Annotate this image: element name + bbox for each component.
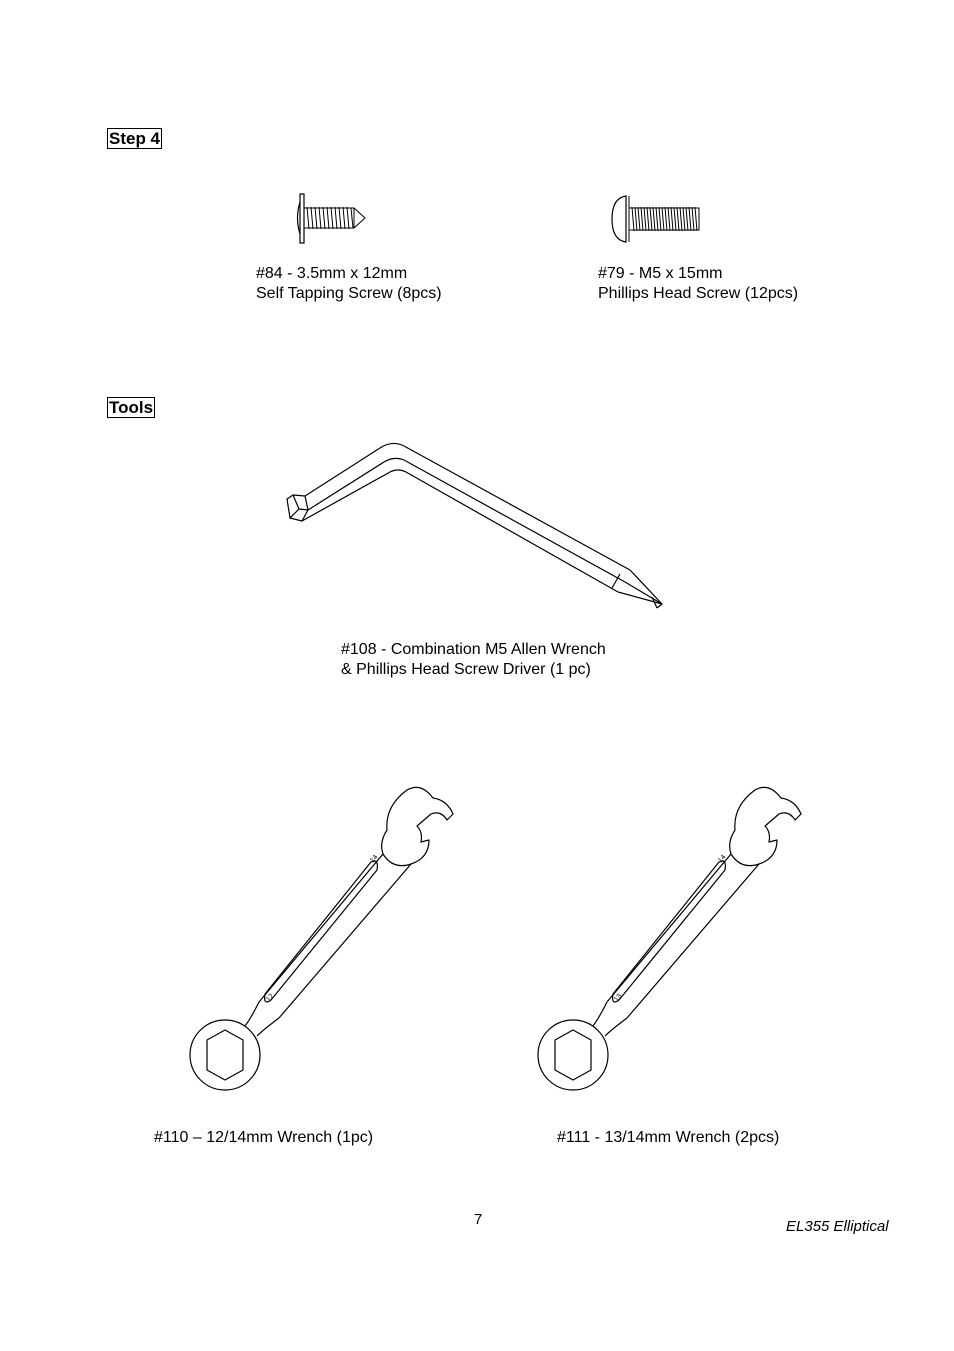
- wrench-110-open-size: 14: [369, 853, 380, 865]
- wrench-111-ring-size: 13: [613, 992, 624, 1004]
- screw-79-desc: Phillips Head Screw (12pcs): [598, 285, 799, 302]
- model-name: EL355 Elliptical: [786, 1218, 889, 1235]
- screw-79-spec: #79 - M5 x 15mm: [598, 265, 723, 282]
- wrench-111-open-size: 14: [717, 853, 728, 865]
- screw-84-desc: Self Tapping Screw (8pcs): [256, 285, 442, 302]
- allen-wrench-title: #108 - Combination M5 Allen Wrench: [341, 641, 606, 658]
- wrench-111-icon: [533, 770, 813, 1100]
- wrench-110-caption: #110 – 12/14mm Wrench (1pc): [154, 1129, 374, 1146]
- allen-wrench-caption: [341, 640, 606, 680]
- page-number: 7: [474, 1211, 483, 1228]
- wrench-110-icon: [185, 770, 465, 1100]
- wrench-111-caption: #111 - 13/14mm Wrench (2pcs): [557, 1129, 780, 1146]
- step-heading: Step 4: [109, 129, 161, 148]
- tools-heading: Tools: [109, 398, 154, 417]
- allen-wrench-desc: & Phillips Head Screw Driver (1 pc): [341, 661, 591, 678]
- screw-84-spec: #84 - 3.5mm x 12mm: [256, 265, 408, 282]
- wrench-110-ring-size: 12: [265, 992, 276, 1004]
